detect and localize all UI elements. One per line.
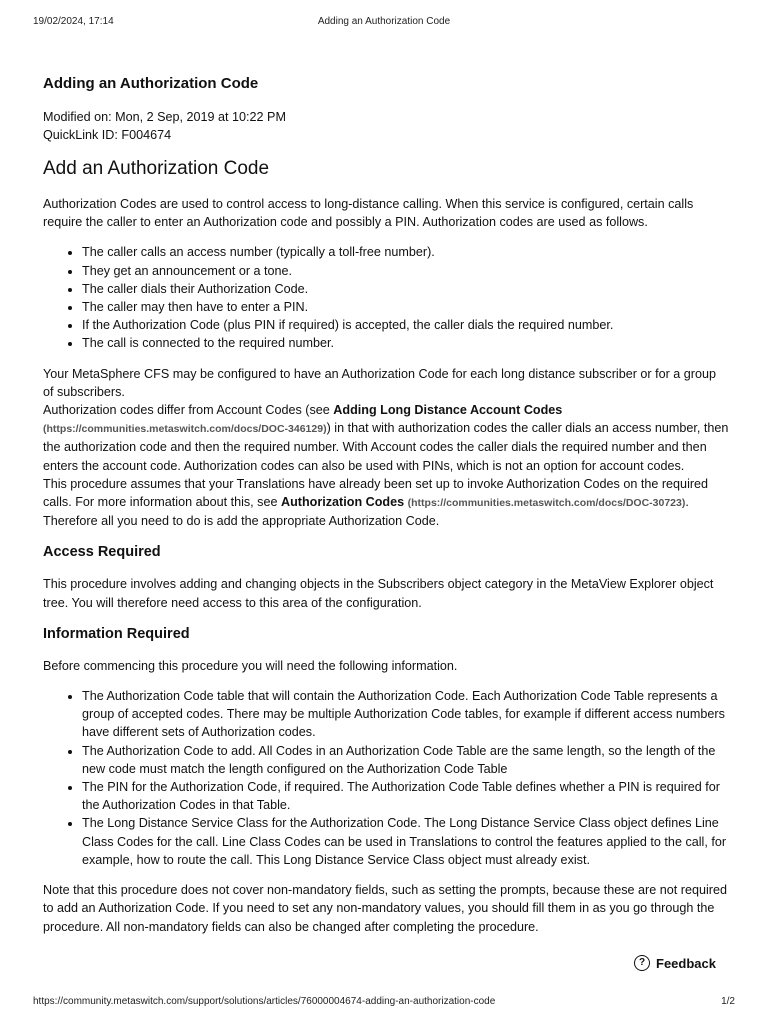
intro-paragraph: Authorization Codes are used to control access to long-distance calling. When this service is configured, certain calls require the caller to enter an Authorization code and possibly a PIN. Authorization codes are used as follows.: [43, 197, 694, 230]
modified-date: Modified on: Mon, 2 Sep, 2019 at 10:22 PM: [43, 110, 286, 124]
account-codes-link[interactable]: Adding Long Distance Account Codes: [333, 403, 563, 418]
list-item: • The Authorization Code to add. All Codes in an Authorization Code Table are the same length, so the length of the new code must match the length configured on the Authorization Code Table: [82, 742, 729, 778]
list-item: • If the Authorization Code (plus PIN if required) is accepted, the caller dials the required number.: [82, 316, 729, 334]
authorization-codes-link[interactable]: Authorization Codes: [280, 495, 405, 510]
list-item: • The PIN for the Authorization Code, if required. The Authorization Code Table defines whether a PIN is required for the Authorization Codes in that Table.: [82, 778, 729, 814]
list-item: • The call is connected to the required number.: [82, 334, 729, 352]
authorization-codes-url[interactable]: (https://communities.metaswitch.com/docs/DOC-30723): [407, 497, 686, 510]
para2-prefix: Authorization codes differ from Account Codes (see: [43, 403, 334, 418]
article-meta: [43, 108, 729, 144]
help-circle-icon: ?: [634, 955, 650, 971]
list-item: • The Authorization Code table that will contain the Authorization Code. Each Authorization Code Table represents a group of accepted codes. There may be multiple Authorization Code tables, for example if different access numbers have different sets of Authorization codes.: [82, 687, 729, 742]
list-item: • They get an announcement or a tone.: [82, 262, 729, 280]
article-title: Adding an Authorization Code: [43, 75, 259, 92]
feedback-label: Feedback: [656, 955, 716, 971]
section-heading: Add an Authorization Code: [43, 158, 270, 179]
access-paragraph: This procedure involves adding and changing objects in the Subscribers object category in the MetaView Explorer object tree. You will therefore need access to this area of the configuration.: [43, 577, 714, 610]
page-number: 1/2: [721, 996, 735, 1007]
page-url: https://community.metaswitch.com/support/solutions/articles/76000004674-adding-an-authorization-code: [33, 996, 496, 1007]
info-list: [43, 687, 729, 869]
info-intro: Before commencing this procedure you will need the following information.: [43, 658, 458, 673]
steps-list: [43, 243, 729, 352]
print-title: Adding an Authorization Code: [317, 16, 451, 27]
information-required-heading: Information Required: [43, 625, 190, 642]
para2-suffix: ) in that with authorization codes the caller dials an access number, then the authorization code and then the required number. With Account codes the caller dials the required number and then enters the account code. Authorization codes can also be used with PINs, which is not an option for account codes.: [43, 421, 729, 473]
para1-text: Your MetaSphere CFS may be configured to have an Authorization Code for each long distance subscriber or for a group of subscribers.: [43, 366, 716, 399]
para3-suffix: . Therefore all you need to do is add the appropriate Authorization Code.: [43, 495, 689, 529]
list-item: • The caller dials their Authorization Code.: [82, 280, 729, 298]
quicklink-id: QuickLink ID: F004674: [43, 128, 172, 142]
para3-prefix: This procedure assumes that your Translations have already been set up to invoke Authorization Codes on the required calls. For more information about this, see: [43, 476, 709, 510]
access-required-heading: Access Required: [43, 544, 161, 561]
note-paragraph: Note that this procedure does not cover non-mandatory fields, such as setting the prompts, because these are not required to add an Authorization Code. If you need to set any non-mandatory values, you should fill them in as you go through the procedure. All non-mandatory fields can also be changed after completing the procedure.: [43, 883, 727, 934]
list-item: • The caller may then have to enter a PIN.: [82, 298, 729, 316]
details-paragraph: [43, 365, 729, 531]
print-date: 19/02/2024, 17:14: [33, 16, 114, 27]
feedback-button[interactable]: [630, 953, 720, 973]
account-codes-url[interactable]: (https://communities.metaswitch.com/docs/DOC-346129): [43, 423, 327, 436]
article-content: [43, 74, 729, 948]
list-item: • The Long Distance Service Class for the Authorization Code. The Long Distance Service Class object defines Line Class Codes for the call. Line Class Codes can be used in Translations to control the features applied to the call, for example, how to route the call. This Long Distance Service Class object must already exist.: [82, 814, 729, 869]
list-item: • The caller calls an access number (typically a toll-free number).: [82, 243, 729, 261]
